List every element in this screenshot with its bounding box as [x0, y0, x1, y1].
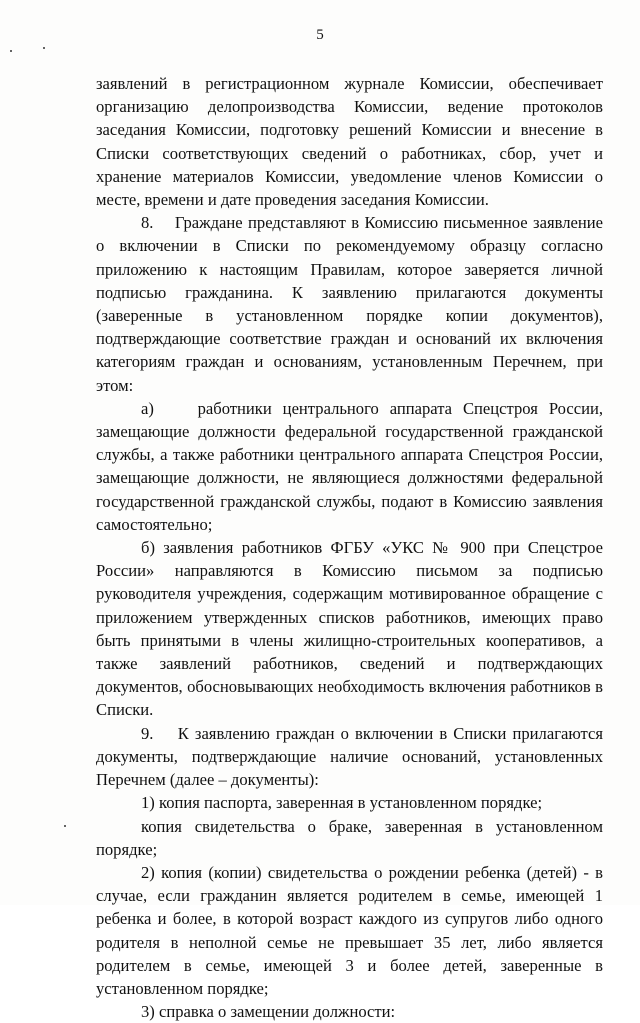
paragraph-continuation: заявлений в регистрационном журнале Комиссии, обеспечивает организацию делопроизводства Комиссии, ведение протоколов заседания Комиссии, подготовку решений Комиссии и внесение в Списки соответствующих сведений о работниках, сбор, учет и хранение материалов Комиссии, уведомление членов Комиссии о месте, времени и дате проведения заседания Комиссии. — [96, 74, 603, 210]
scan-speck — [64, 825, 66, 827]
scan-speck — [10, 50, 12, 52]
page-number: 5 — [316, 27, 324, 43]
paragraph-subitem-a: а) работники центрального аппарата Спецстроя России, замещающие должности федеральной государственной гражданской службы, а также работники центрального аппарата Спецстроя России, замещающие должности, не являющиеся должностями федеральной государственной гражданской службы, подают в Комиссию заявления самостоятельно; — [96, 398, 603, 534]
paragraph-item-9: 9. К заявлению граждан о включении в Списки прилагаются документы, подтверждающие наличие оснований, установленных Перечнем (далее – документы): — [96, 723, 603, 790]
paragraph-item-8: 8. Граждане представляют в Комиссию письменное заявление о включении в Списки по рекомендуемому образцу согласно приложению к настоящим Правилам, которое заверяется личной подписью гражданина. К заявлению прилагаются документы (заверенные в установленном порядке копии документов), подтверждающие соответствие граждан и оснований их включения категориям граждан и основаниям, установленным Перечнем, при этом: — [96, 213, 603, 395]
paragraph-doc-2: 2) копия (копии) свидетельства о рождении ребенка (детей) - в случае, если гражданин является родителем в семье, имеющей 1 ребенка и более, в которой возраст каждого из супругов либо одного родителя в неполной семье не превышает 35 лет, либо является родителем в семье, имеющей 3 и более детей, заверенные в установленном порядке; — [96, 862, 603, 998]
paragraph-subitem-b: б) заявления работников ФГБУ «УКС № 900 при Спецстрое России» направляются в Комиссию письмом за подписью руководителя учреждения, содержащим мотивированное обращение с приложением утвержденных списков работников, имеющих право быть принятыми в члены жилищно-строительных кооперативов, а также заявлений работников, сведений и подтверждающих документов, обосновывающих необходимость включения работников в Списки. — [96, 538, 603, 720]
paragraph-doc-3: 3) справка о замещении должности: — [141, 1002, 396, 1022]
paragraph-doc-1-marriage: копия свидетельства о браке, заверенная в установленном порядке; — [96, 816, 603, 859]
document-body — [96, 72, 603, 1023]
paragraph-doc-1: 1) копия паспорта, заверенная в установленном порядке; — [141, 793, 543, 813]
scan-speck — [43, 47, 45, 49]
